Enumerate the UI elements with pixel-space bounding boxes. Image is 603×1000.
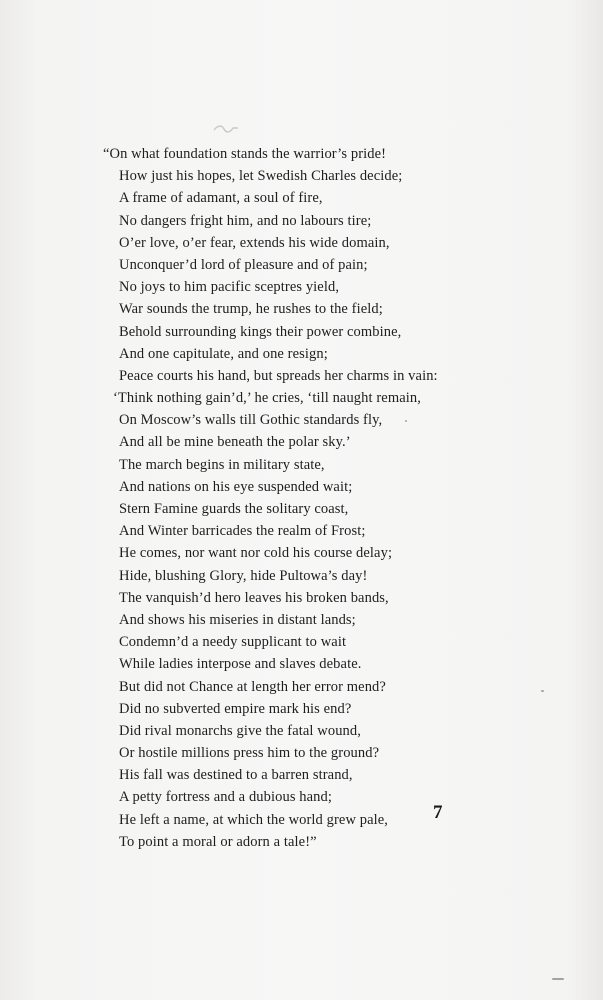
poem-line: ‘Think nothing gain’d,’ he cries, ‘till naught remain, [113,390,421,407]
poem-line: Or hostile millions press him to the ground? [119,745,380,762]
page-number: 7 [433,802,443,823]
poem-line: Stern Famine guards the solitary coast, [119,501,349,517]
poem-line: No joys to him pacific sceptres yield, [119,279,340,296]
poem-line: A petty fortress and a dubious hand; [119,789,333,806]
poem-line: And all be mine beneath the polar sky.’ [119,434,351,451]
poem-line: Hide, blushing Glory, hide Pultowa’s day! [119,567,368,584]
poem-line: A frame of adamant, a soul of fire, [119,190,323,207]
poem-line: Unconquer’d lord of pleasure and of pain; [119,256,368,273]
poem-line: How just his hopes, let Swedish Charles decide; [119,168,403,185]
poem-line: He comes, nor want nor cold his course delay; [119,545,393,562]
poem-line: O’er love, o’er fear, extends his wide domain, [119,234,390,251]
poem-line: To point a moral or adorn a tale!” [119,833,317,850]
poem-line: Did no subverted empire mark his end? [119,700,352,717]
paper-speck [552,978,564,980]
poem-line: His fall was destined to a barren strand, [119,767,353,784]
poem-line: Behold surrounding kings their power combine, [119,323,402,340]
poem-line: But did not Chance at length her error mend? [119,678,386,695]
poem-block [103,143,503,853]
poem-line: And one capitulate, and one resign; [119,345,328,362]
poem-line: The vanquish’d hero leaves his broken bands, [119,589,389,606]
poem-line: On Moscow’s walls till Gothic standards fly, [119,412,383,429]
faint-ornament-mark [213,124,239,134]
poem-line: Did rival monarchs give the fatal wound, [119,722,361,739]
poem-line: While ladies interpose and slaves debate. [119,656,362,673]
poem-line: He left a name, at which the world grew pale, [119,811,389,828]
poem-line: No dangers fright him, and no labours tire; [119,212,372,229]
paper-speck [541,690,544,692]
poem-line: Peace courts his hand, but spreads her charms in vain: [119,367,438,384]
poem-line: “On what foundation stands the warrior’s pride! [103,146,387,162]
poem-line: The march begins in military state, [119,456,325,473]
poem-line: War sounds the trump, he rushes to the field; [119,301,383,318]
paper-speck [405,420,407,422]
poem-line: And nations on his eye suspended wait; [119,478,353,495]
poem-line: And Winter barricades the realm of Frost; [119,523,366,540]
poem-line: And shows his miseries in distant lands; [119,611,356,628]
poem-line: Condemn’d a needy supplicant to wait [119,634,347,651]
